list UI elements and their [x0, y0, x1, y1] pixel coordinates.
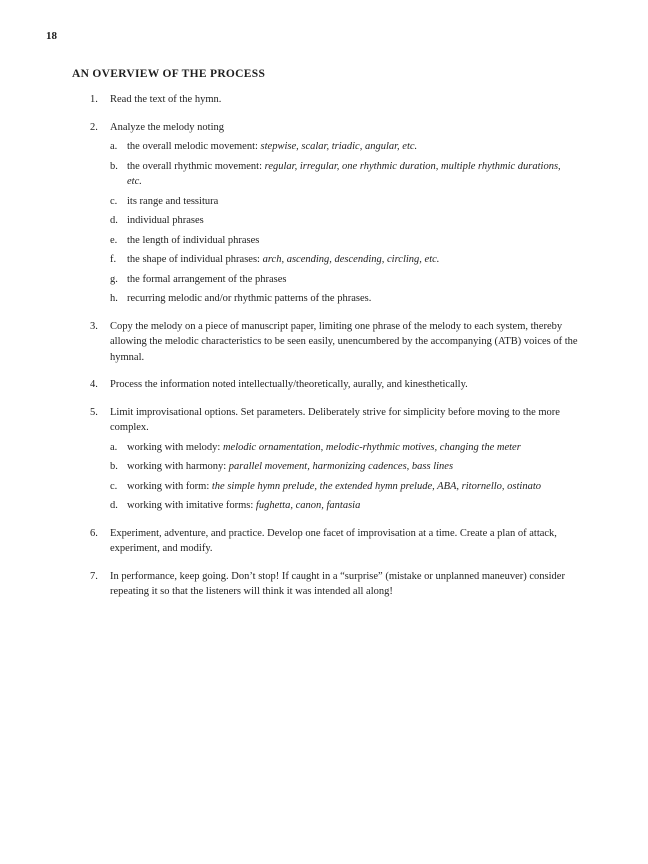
- list-item: [72, 569, 578, 600]
- sub-list-item-text: [127, 291, 578, 307]
- list-item: [72, 377, 578, 393]
- sub-list-item-marker: d.: [110, 215, 118, 226]
- list-item-marker: 4.: [90, 379, 98, 390]
- sub-list-item-text-roman: working with harmony:: [127, 461, 229, 472]
- list-item-text: Read the text of the hymn.: [110, 94, 222, 105]
- list-item: [72, 319, 578, 366]
- list-item-marker: 2.: [90, 121, 98, 133]
- sub-list-item-text-roman: the overall rhythmic movement:: [127, 160, 265, 172]
- sub-list-item-text: [127, 194, 578, 210]
- sub-list-item-text-roman: its range and tessitura: [127, 195, 219, 207]
- sub-list-item: [72, 272, 578, 288]
- sub-list-item-text: [127, 459, 578, 475]
- sub-list-item-text-roman: working with imitative forms:: [127, 500, 256, 511]
- sub-list-item-marker: c.: [110, 480, 118, 492]
- sub-list-item-text-roman: individual phrases: [127, 215, 204, 226]
- sub-list-item-text-italic: parallel movement, harmonizing cadences, bass lines: [228, 461, 454, 472]
- sub-list-item-marker: e.: [110, 234, 118, 246]
- sub-list-item-text-roman: working with form:: [127, 480, 212, 492]
- sub-list-item: [72, 159, 578, 190]
- sub-list-item-marker: a.: [110, 141, 118, 152]
- sub-list-item-marker: b.: [110, 461, 118, 472]
- sub-list-item-text-roman: recurring melodic and/or rhythmic patterns of the phrases.: [127, 293, 372, 304]
- sub-list-item: [72, 252, 578, 268]
- sub-list-item-text-italic: melodic ornamentation, melodic-rhythmic motives, changing the meter: [222, 441, 521, 453]
- sub-list-item: [72, 440, 578, 456]
- sub-list-item-text-italic: stepwise, scalar, triadic, angular, etc.: [260, 141, 418, 152]
- sub-list-item-marker: g.: [110, 273, 118, 285]
- list-item: [72, 526, 578, 557]
- sub-list-item-text: [127, 498, 578, 514]
- list-item-marker: 5.: [90, 406, 98, 418]
- list-item: [72, 120, 578, 136]
- sub-list-item: [72, 139, 578, 155]
- sub-list-item-text-italic: regular, irregular, one rhythmic duration, multiple rhythmic durations, etc.: [127, 160, 561, 187]
- list-item-text: Copy the melody on a piece of manuscript paper, limiting one phrase of the melody to each system, thereby allowing the melodic characteristics to be seen easily, unencumbered by the accompanying (ATB) voices of the hymnal.: [110, 320, 578, 363]
- sub-list-item-text: [127, 213, 578, 229]
- list-item-text: Process the information noted intellectually/theoretically, aurally, and kinesthetically.: [110, 379, 468, 390]
- sub-list-item-text-roman: the shape of individual phrases:: [127, 254, 263, 265]
- sub-list-item-text-italic: the simple hymn prelude, the extended hymn prelude, ABA, ritornello, ostinato: [211, 480, 541, 492]
- sub-list-item-text: [127, 233, 578, 249]
- sub-list-item-text: [127, 272, 578, 288]
- sub-list-item: [72, 479, 578, 495]
- sub-list-item-marker: d.: [110, 500, 118, 511]
- sub-list-item: [72, 194, 578, 210]
- sub-list-item-text-italic: arch, ascending, descending, circling, etc.: [262, 254, 440, 265]
- list-item: [72, 405, 578, 436]
- sub-list-item: [72, 459, 578, 475]
- page-number: 18: [46, 30, 57, 42]
- list-item-text: Analyze the melody noting: [110, 121, 225, 133]
- sub-list-item: [72, 291, 578, 307]
- sub-list-item-marker: c.: [110, 195, 118, 207]
- sub-list-item-text-roman: the length of individual phrases: [127, 234, 260, 246]
- sub-list-item: [72, 233, 578, 249]
- list-item-text: Limit improvisational options. Set parameters. Deliberately strive for simplicity before moving to the more complex.: [110, 406, 560, 433]
- page-title: AN OVERVIEW OF THE PROCESS: [72, 68, 266, 80]
- sub-list-item-text-italic: fughetta, canon, fantasia: [255, 500, 361, 511]
- sub-list-item-marker: f.: [110, 254, 117, 265]
- sub-list-item-text-roman: working with melody:: [127, 441, 223, 453]
- list-item-marker: 3.: [90, 320, 98, 332]
- sub-list-item: [72, 498, 578, 514]
- sub-list-item-marker: a.: [110, 441, 118, 453]
- sub-list-item-text-roman: the overall melodic movement:: [127, 141, 261, 152]
- sub-list-item-text: [127, 440, 578, 456]
- list-item-text: Experiment, adventure, and practice. Develop one facet of improvisation at a time. Create a plan of attack, experiment, and modify.: [110, 527, 557, 554]
- list-item-marker: 1.: [90, 94, 98, 105]
- list-item: [72, 92, 578, 108]
- list-item-text: In performance, keep going. Don’t stop! If caught in a “surprise” (mistake or unplanned maneuver) consider repeating it so that the listeners will think it was intended all along!: [110, 570, 565, 597]
- sub-list-item-marker: b.: [110, 160, 118, 172]
- list-item-marker: 7.: [90, 570, 98, 582]
- list-item-marker: 6.: [90, 527, 98, 539]
- sub-list-item-marker: h.: [110, 293, 118, 304]
- sub-list-item: [72, 213, 578, 229]
- sub-list-item-text-roman: the formal arrangement of the phrases: [127, 273, 287, 285]
- sub-list-item-text: [127, 252, 578, 268]
- sub-list-item-text: [127, 159, 578, 190]
- sub-list-item-text: [127, 479, 578, 495]
- sub-list-item-text: [127, 139, 578, 155]
- document-body: [72, 68, 578, 600]
